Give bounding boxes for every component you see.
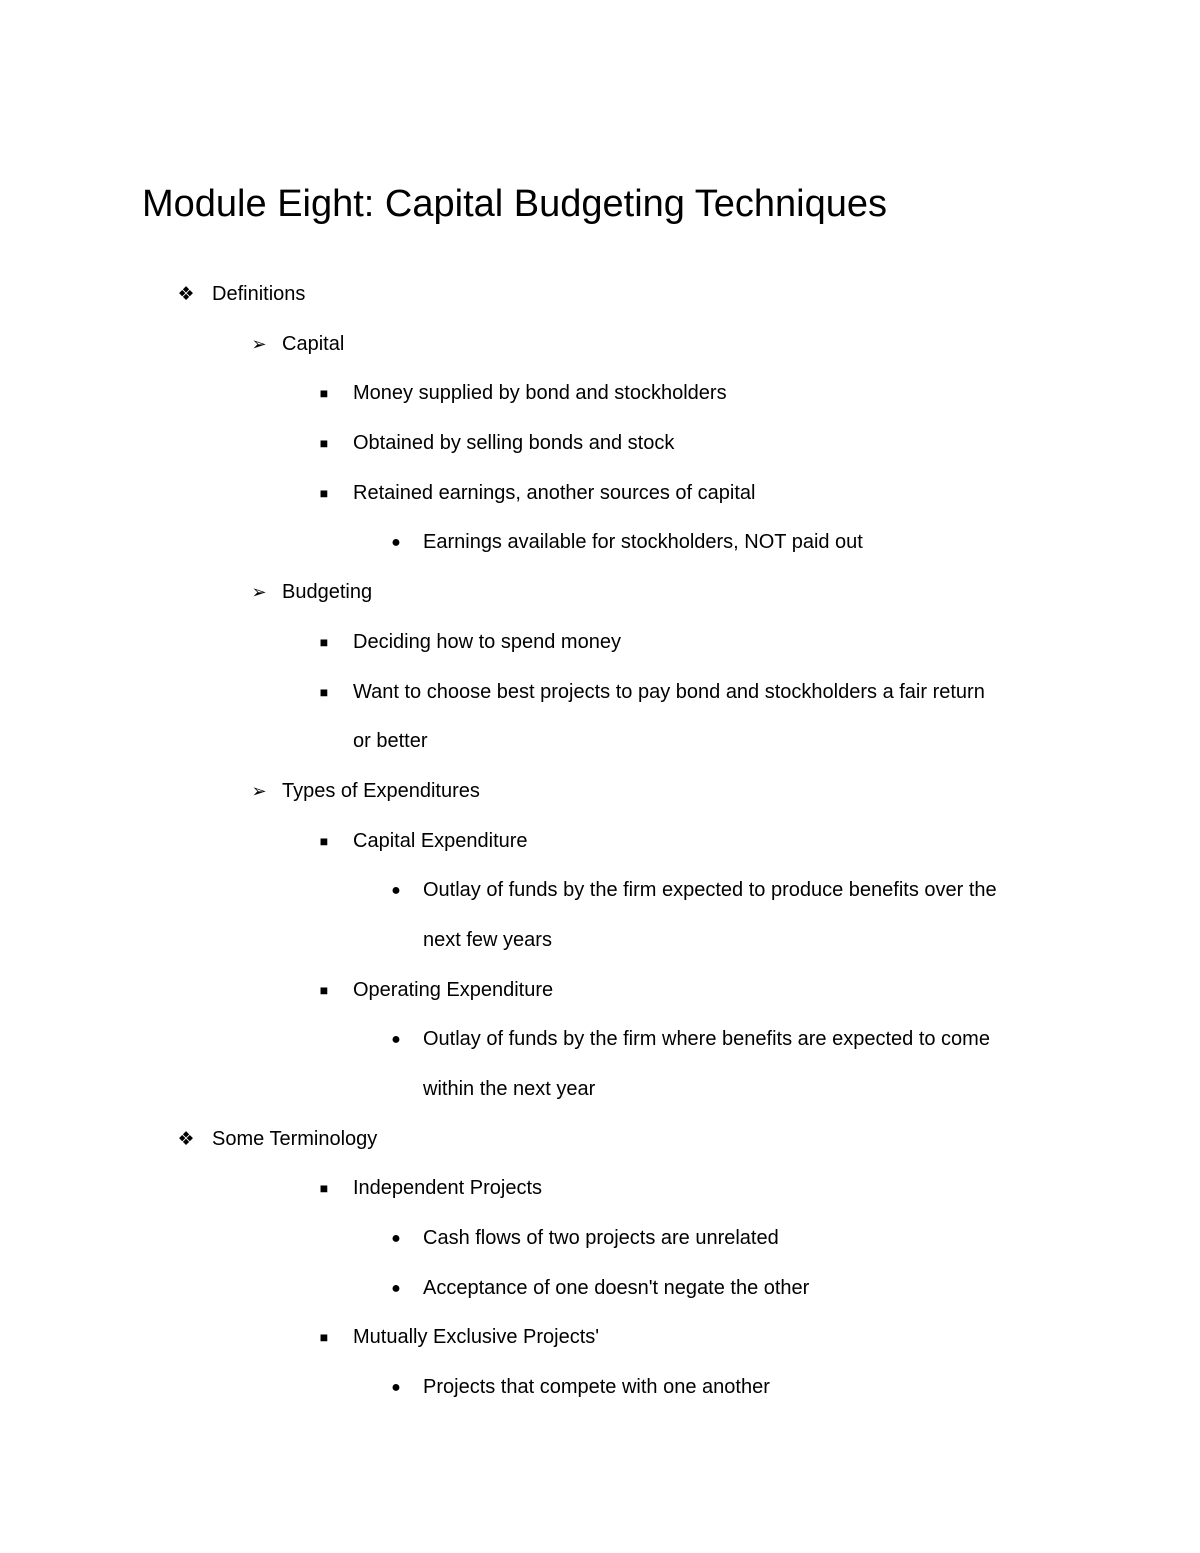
list-item-text: Definitions <box>212 283 306 305</box>
diamond-bullet-icon: ❖ <box>177 284 195 305</box>
list-item-text: Some Terminology <box>212 1127 378 1150</box>
list-item-text: Types of Expenditures <box>282 779 480 802</box>
square-bullet-icon: ■ <box>319 1329 329 1346</box>
outline-list <box>0 270 1200 1413</box>
list-item <box>0 618 1200 668</box>
list-item-text: Money supplied by bond and stockholders <box>353 382 727 405</box>
dot-bullet-icon: ● <box>391 534 401 552</box>
square-bullet-icon: ■ <box>319 832 329 849</box>
list-item-text: Cash flows of two projects are unrelated <box>423 1227 779 1250</box>
list-item-text: or better <box>353 730 428 753</box>
list-item <box>0 966 1200 1016</box>
list-item <box>0 866 1200 916</box>
dot-bullet-icon: ● <box>391 1379 401 1397</box>
page-title: Module Eight: Capital Budgeting Techniques <box>142 183 888 225</box>
arrow-bullet-icon: ➢ <box>251 333 267 354</box>
list-item-continuation <box>0 1065 1200 1115</box>
list-item-text: Outlay of funds by the firm expected to produce benefits over the <box>423 879 997 902</box>
list-item-text: Outlay of funds by the firm where benefits are expected to come <box>423 1028 990 1051</box>
list-item-types-of-expenditures <box>0 767 1200 817</box>
list-item-text: Operating Expenditure <box>353 978 554 1001</box>
list-item-capital <box>0 320 1200 370</box>
list-item <box>0 1015 1200 1065</box>
list-item-text: Earnings available for stockholders, NOT paid out <box>423 531 863 554</box>
list-item <box>0 419 1200 469</box>
square-bullet-icon: ■ <box>319 683 329 700</box>
list-item-text: Deciding how to spend money <box>353 630 621 653</box>
list-item-text: Capital <box>282 332 345 355</box>
dot-bullet-icon: ● <box>391 882 401 900</box>
list-item-text: Want to choose best projects to pay bond and stockholders a fair return <box>353 680 985 703</box>
list-item-continuation <box>0 717 1200 767</box>
list-item <box>0 668 1200 718</box>
list-item <box>0 817 1200 867</box>
square-bullet-icon: ■ <box>319 385 329 402</box>
list-item-definitions <box>0 270 1200 320</box>
list-item <box>0 1264 1200 1314</box>
square-bullet-icon: ■ <box>319 1180 329 1197</box>
list-item-budgeting <box>0 568 1200 618</box>
list-item-continuation <box>0 916 1200 966</box>
arrow-bullet-icon: ➢ <box>251 582 267 603</box>
list-item <box>0 469 1200 519</box>
diamond-bullet-icon: ❖ <box>177 1128 195 1150</box>
list-item <box>0 1313 1200 1363</box>
dot-bullet-icon: ● <box>391 1230 401 1248</box>
list-item-text: Capital Expenditure <box>353 829 528 852</box>
dot-bullet-icon: ● <box>391 1031 401 1049</box>
list-item <box>0 1164 1200 1214</box>
list-item-text: Retained earnings, another sources of capital <box>353 481 756 504</box>
list-item <box>0 518 1200 568</box>
list-item-text: Acceptance of one doesn't negate the other <box>423 1276 810 1299</box>
square-bullet-icon: ■ <box>319 435 329 452</box>
dot-bullet-icon: ● <box>391 1279 401 1297</box>
list-item-some-terminology <box>0 1115 1200 1165</box>
square-bullet-icon: ■ <box>319 981 329 998</box>
list-item-text: Budgeting <box>282 581 373 604</box>
list-item <box>0 1214 1200 1264</box>
list-item <box>0 1363 1200 1413</box>
list-item-text: Independent Projects <box>353 1177 543 1200</box>
square-bullet-icon: ■ <box>319 484 329 501</box>
list-item-text: next few years <box>423 928 552 951</box>
list-item-text: Projects that compete with one another <box>423 1376 770 1399</box>
square-bullet-icon: ■ <box>319 633 329 650</box>
list-item <box>0 369 1200 419</box>
list-item-text: Mutually Exclusive Projects' <box>353 1326 600 1349</box>
arrow-bullet-icon: ➢ <box>251 780 267 801</box>
list-item-text: Obtained by selling bonds and stock <box>353 432 675 455</box>
list-item-text: within the next year <box>423 1078 596 1100</box>
